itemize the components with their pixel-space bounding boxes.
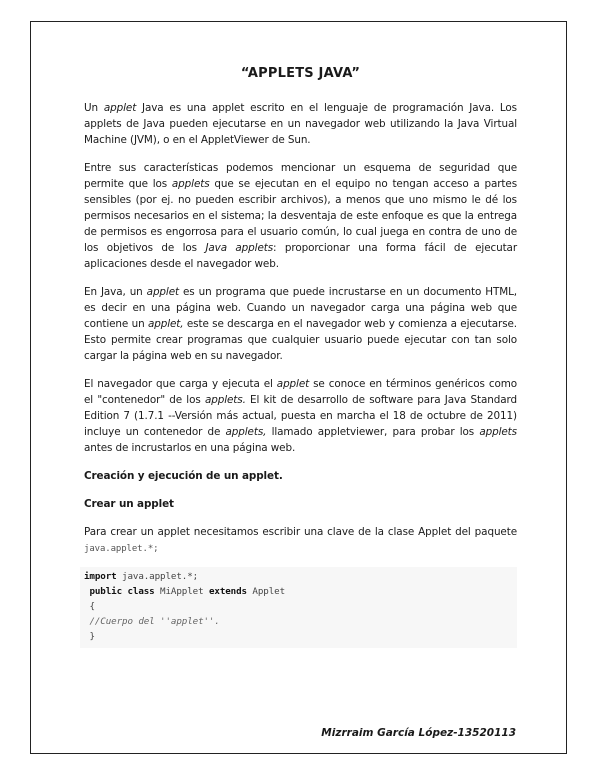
code-text: Applet	[246, 586, 286, 597]
code-block	[80, 567, 517, 648]
italic-term: applets.	[204, 394, 246, 406]
text-span: se conoce en términos genéricos como el "contenedor" de los	[84, 378, 517, 406]
italic-term: applet	[276, 378, 310, 390]
italic-term: applets	[479, 426, 517, 438]
text-span: Para crear un applet necesitamos escribir una clave de la clase Applet del paquete	[84, 526, 517, 538]
text-span: Entre sus características podemos mencionar un esquema de seguridad que permite que los	[84, 162, 517, 190]
italic-term: applet,	[147, 318, 184, 330]
code-text: }	[89, 631, 95, 642]
code-text: java.applet.*;	[116, 571, 199, 582]
paragraph-definition	[84, 284, 517, 364]
author-signature: Mizrraim García López-13520113	[321, 727, 516, 739]
inline-code: java.applet.*;	[84, 544, 159, 554]
document-title: “APPLETS JAVA”	[240, 66, 361, 81]
paragraph-create-applet	[84, 524, 517, 557]
paragraph-container	[84, 376, 517, 456]
text-span: : proporcionar una forma fácil de ejecutar aplicaciones desde el navegador web.	[84, 242, 518, 270]
italic-term: applets,	[225, 426, 267, 438]
italic-term: applets	[171, 178, 210, 190]
italic-term: applet	[103, 102, 137, 114]
italic-term: applet	[146, 286, 179, 298]
code-keyword: extends	[208, 586, 247, 597]
text-span: que se ejecutan en el equipo no tengan acceso a partes sensibles (por ej. no pueden escribir archivos), a menos que uno mismo le dé los permisos necesarios en el sistema; la desventaja de este enfoque es que la entrega de permisos es engorrosa para el usuario común, lo cual juega en contra de uno de los objetivos de los	[84, 178, 518, 254]
section-heading-create-run: Creación y ejecución de un applet.	[84, 470, 283, 482]
code-text: {	[89, 601, 95, 612]
text-span: Java es una applet escrito en el lenguaje de programación Java. Los applets de Java pueden ejecutarse en un navegador web utilizando la Java Virtual Machine (JVM), o en el AppletViewer de Sun.	[84, 102, 517, 146]
code-text: MiApplet	[154, 586, 209, 597]
section-heading-create: Crear un applet	[84, 498, 174, 510]
italic-term: Java applets	[205, 242, 274, 254]
code-keyword: public class	[89, 586, 155, 597]
text-span: antes de incrustarlos en una página web.	[84, 442, 296, 454]
text-span: El navegador que carga y ejecuta el	[84, 378, 277, 390]
text-span: Un	[84, 102, 104, 114]
text-span: llamado appletviewer, para probar los	[266, 426, 480, 438]
text-span: es un programa que puede incrustarse en un documento HTML, es decir en una página web. Cuando un navegador carga una página web que contiene un	[84, 286, 517, 330]
text-span: El kit de desarrollo de software para Java Standard Edition 7 (1.7.1 --Versión más actual, puesta en marcha el 18 de octubre de 2011) incluye un contenedor de	[84, 394, 518, 438]
text-span: este se descarga en el navegador web y comienza a ejecutarse. Esto permite crear programas que cualquier usuario puede ejecutar con tan solo cargar la página web en su navegador.	[84, 318, 517, 362]
document-body	[84, 66, 517, 648]
code-keyword: import	[84, 571, 117, 582]
paragraph-intro	[84, 100, 517, 148]
text-span: En Java, un	[84, 286, 147, 298]
paragraph-security	[84, 160, 517, 272]
code-comment: //Cuerpo del ''applet''.	[89, 616, 220, 627]
